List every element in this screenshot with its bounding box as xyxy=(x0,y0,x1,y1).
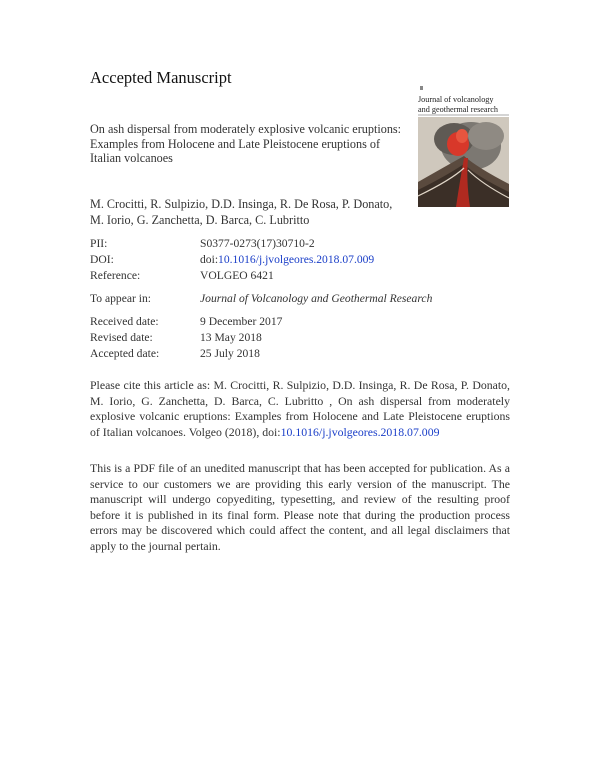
pii-value: S0377-0273(17)30710-2 xyxy=(200,237,315,250)
journal-cover-image xyxy=(416,84,511,209)
accepted-label: Accepted date: xyxy=(90,347,160,360)
manuscript-notice: This is a PDF file of an unedited manuscript that has been accepted for publication. As a service to our customers we are providing this early version of the manuscript. The manuscript will undergo copyediting, typesetting, and review of the resulting proof before it is published in its final form. Please note that during the production process errors may be discovered which could affect the content, and all legal disclaimers that apply to the journal pertain. xyxy=(90,461,510,553)
received-value: 9 December 2017 xyxy=(200,315,283,328)
article-title: On ash dispersal from moderately explosive volcanic eruptions: Examples from Holocene and Late Pleistocene eruptions of Italian volcanoes xyxy=(90,122,402,166)
citation-doi-link[interactable]: 10.1016/j.jvolgeores.2018.07.009 xyxy=(280,424,440,439)
revised-value: 13 May 2018 xyxy=(200,331,262,344)
citation-paragraph xyxy=(90,378,510,440)
doi-prefix: doi: xyxy=(200,253,219,266)
volcano-illustration xyxy=(416,84,511,209)
appear-label: To appear in: xyxy=(90,292,151,305)
author-list: M. Crocitti, R. Sulpizio, D.D. Insinga, R. De Rosa, P. Donato, M. Iorio, G. Zanchetta, D. Barca, C. Lubritto xyxy=(90,197,393,227)
reference-value: VOLGEO 6421 xyxy=(200,269,274,282)
doi-value xyxy=(200,253,374,266)
pii-label: PII: xyxy=(90,237,108,250)
doi-link[interactable]: 10.1016/j.jvolgeores.2018.07.009 xyxy=(218,253,375,266)
page-heading: Accepted Manuscript xyxy=(90,68,232,87)
cover-journal-line1: Journal of volcanology xyxy=(418,95,494,104)
cover-journal-line2: and geothermal research xyxy=(418,105,499,114)
received-label: Received date: xyxy=(90,315,159,328)
journal-name: Journal of Volcanology and Geothermal Research xyxy=(200,292,433,305)
accepted-value: 25 July 2018 xyxy=(200,347,260,360)
citation-text: Please cite this article as: M. Crocitti, R. Sulpizio, D.D. Insinga, R. De Rosa, P. Donato, M. Iorio, G. Zanchetta, D. Barca, C. Lubritto , On ash dispersal from moderately explosive volcanic eruptions: Examples from Holocene and Late Pleistocene eruptions of Italian volcanoes. Volgeo (2018), doi: xyxy=(90,378,510,439)
reference-label: Reference: xyxy=(90,269,141,282)
revised-label: Revised date: xyxy=(90,331,153,344)
doi-label: DOI: xyxy=(90,253,114,266)
